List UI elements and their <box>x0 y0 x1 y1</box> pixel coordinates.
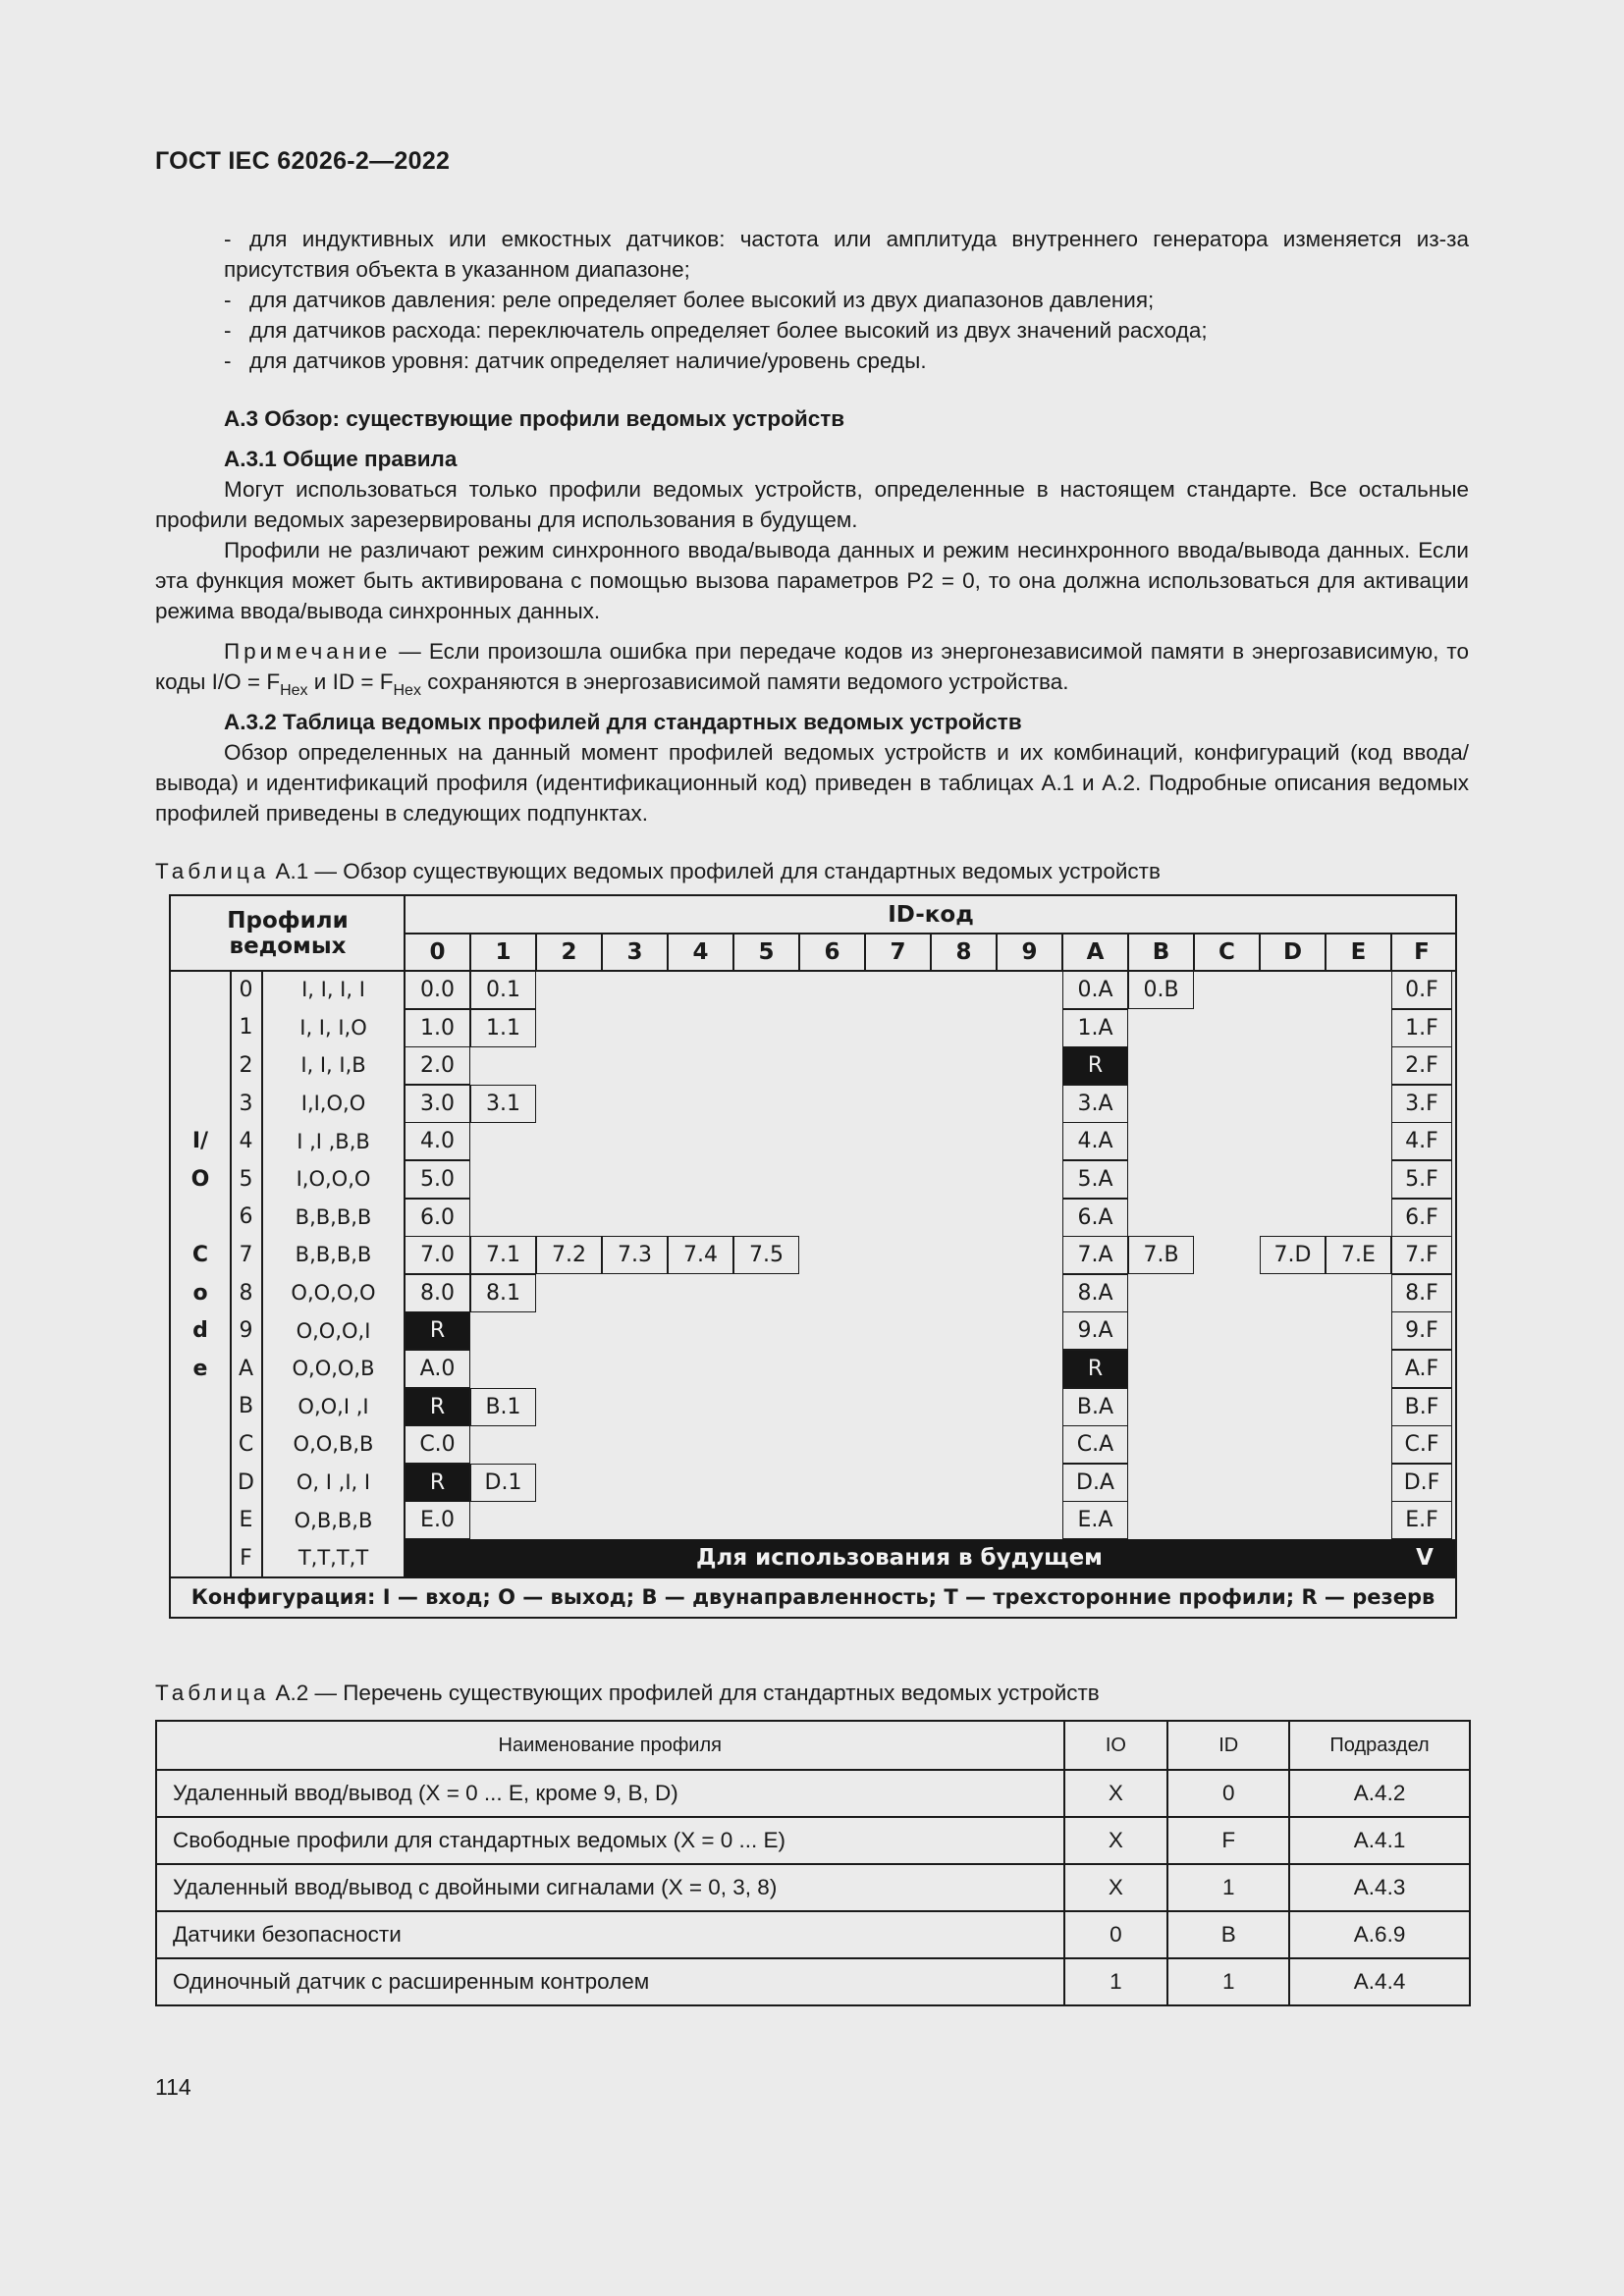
paragraph: Обзор определенных на данный момент профилей ведомых устройств и их комбинаций, конфигураций (код ввода/вывода) и идентификаций профиля (идентификационный код) приведен в таблицах А.1 и А.2. Подробные описания ведомых профилей приведены в следующих подпунктах. <box>155 740 1469 826</box>
profile-cell: D.F <box>1391 1464 1452 1502</box>
profile-name-cell: Одиночный датчик с расширенным контролем <box>156 1958 1064 2005</box>
io-code-1: 1 <box>239 1015 253 1041</box>
profile-cell: 8.F <box>1391 1274 1452 1312</box>
io-configuration: O,O,O,O <box>291 1281 376 1306</box>
table-row <box>156 1911 1470 1958</box>
subsection-heading: А.3.1 Общие правила <box>224 447 458 471</box>
io-code-2: 2 <box>239 1052 253 1078</box>
profile-cell: 3.1 <box>470 1085 536 1123</box>
profile-cell: A.F <box>1391 1350 1452 1388</box>
note: Примечание — Если произошла ошибка при передаче кодов из энергонезависимой памяти в энергозависимую, то коды $I/O = F_{Hex}$ и ID = $F_{Hex}$ сохраняются в энергозависимой памяти ведомого устройства. <box>155 639 1469 699</box>
io-code-0: 0 <box>239 977 253 1002</box>
subsection-cell: А.4.2 <box>1289 1770 1470 1817</box>
id-cell: 1 <box>1167 1864 1289 1911</box>
profile-cell: E.A <box>1062 1501 1128 1539</box>
table-row <box>156 1817 1470 1864</box>
io-code-D: D <box>238 1469 254 1495</box>
id-code-B: B <box>1152 939 1170 965</box>
bullet-item: - для индуктивных или емкостных датчиков: частота или амплитуда внутреннего генератора изменяется из-за присутствия объекта в указанном диапазоне; <box>224 227 1469 282</box>
corner-header: Профили ведомых <box>227 908 349 959</box>
io-code-A: A <box>238 1356 254 1381</box>
bullet-item: - для датчиков давления: реле определяет более высокий из двух диапазонов давления; <box>224 288 1155 312</box>
profile-cell: 6.0 <box>405 1199 470 1237</box>
io-configuration: I, I, I, I <box>301 978 365 1002</box>
profile-cell: A.0 <box>405 1350 470 1388</box>
subsection-heading: А.3.2 Таблица ведомых профилей для стандартных ведомых устройств <box>224 710 1022 734</box>
io-label-letter: o <box>192 1280 208 1306</box>
table-a2-caption: Таблица А.2 — Перечень существующих профилей для стандартных ведомых устройств <box>155 1681 1100 1705</box>
table-a1-caption: Таблица А.1 — Обзор существующих ведомых профилей для стандартных ведомых устройств <box>155 859 1161 883</box>
io-cell: 1 <box>1064 1958 1168 2005</box>
id-code-3: 3 <box>626 939 643 965</box>
profile-cell: 7.F <box>1391 1236 1452 1274</box>
id-code-C: C <box>1218 939 1235 965</box>
column-header: IO <box>1064 1721 1168 1770</box>
io-configuration: I,O,O,O <box>296 1167 371 1192</box>
document-header: ГОСТ IEC 62026-2—2022 <box>155 147 451 175</box>
profile-cell: B.A <box>1062 1388 1128 1426</box>
bullet-item: - для датчиков уровня: датчик определяет наличие/уровень среды. <box>224 348 927 373</box>
io-code-8: 8 <box>239 1280 253 1306</box>
profile-cell: 7.1 <box>470 1236 536 1274</box>
io-configuration: I, I, I,O <box>299 1015 367 1040</box>
id-cell: B <box>1167 1911 1289 1958</box>
profile-cell: 7.B <box>1128 1236 1194 1274</box>
io-code-9: 9 <box>239 1318 253 1344</box>
profile-cell: B.F <box>1391 1388 1452 1426</box>
profile-cell: 1.1 <box>470 1009 536 1047</box>
paragraph: Могут использоваться только профили ведомых устройств, определенные в настоящем стандарте. Все остальные профили ведомых зарезервированы для использования в будущем. <box>155 477 1469 532</box>
profile-cell: 1.0 <box>405 1009 470 1047</box>
io-label-letter: C <box>191 1242 209 1267</box>
io-configuration: T,T,T,T <box>298 1546 369 1571</box>
bullet-item: - для датчиков расхода: переключатель определяет более высокий из двух значений расхода; <box>224 318 1208 343</box>
io-configuration: O,O,O,I <box>296 1318 371 1343</box>
profile-cell: E.F <box>1391 1501 1452 1539</box>
profile-cell: 8.1 <box>470 1274 536 1312</box>
page-number: 114 <box>155 2074 191 2100</box>
profile-cell: 6.F <box>1391 1199 1452 1237</box>
io-code-5: 5 <box>239 1166 253 1192</box>
column-header: Наименование профиля <box>156 1721 1064 1770</box>
io-code-B: B <box>238 1394 254 1419</box>
io-cell: X <box>1064 1770 1168 1817</box>
profile-cell: 5.A <box>1062 1160 1128 1199</box>
profile-cell: C.A <box>1062 1425 1128 1464</box>
subsection-cell: А.4.4 <box>1289 1958 1470 2005</box>
profile-name-cell: Удаленный ввод/вывод с двойными сигналами (X = 0, 3, 8) <box>156 1864 1064 1911</box>
reserved-profile-cell: R <box>405 1311 470 1350</box>
profile-cell: 2.F <box>1391 1046 1452 1085</box>
io-configuration: O,O,O,B <box>292 1357 375 1381</box>
profile-cell: 6.A <box>1062 1199 1128 1237</box>
profile-cell: 4.A <box>1062 1122 1128 1160</box>
profile-cell: 0.A <box>1062 971 1128 1009</box>
io-cell: 0 <box>1064 1911 1168 1958</box>
future-use-band: Для использования в будущем V <box>405 1539 1455 1577</box>
profile-cell: 8.A <box>1062 1274 1128 1312</box>
subsection-cell: А.4.3 <box>1289 1864 1470 1911</box>
profile-cell: 3.A <box>1062 1085 1128 1123</box>
id-code-9: 9 <box>1021 939 1038 965</box>
profile-cell: C.F <box>1391 1425 1452 1464</box>
profile-cell: 7.4 <box>668 1236 733 1274</box>
profile-cell: 5.F <box>1391 1160 1452 1199</box>
column-header: Подраздел <box>1289 1721 1470 1770</box>
io-configuration: O,B,B,B <box>294 1508 373 1532</box>
section-heading: А.3 Обзор: существующие профили ведомых устройств <box>224 406 845 431</box>
io-configuration: O,O,I ,I <box>298 1394 369 1418</box>
id-code-F: F <box>1414 939 1430 965</box>
reserved-profile-cell: R <box>405 1464 470 1502</box>
id-code-1: 1 <box>495 939 512 965</box>
id-code-2: 2 <box>561 939 577 965</box>
profile-cell: 2.0 <box>405 1046 470 1085</box>
io-code-F: F <box>240 1545 252 1571</box>
io-configuration: B,B,B,B <box>295 1204 372 1229</box>
id-cell: 1 <box>1167 1958 1289 2005</box>
profile-cell: 1.A <box>1062 1009 1128 1047</box>
io-label-letter: d <box>192 1318 208 1344</box>
profile-name-cell: Свободные профили для стандартных ведомых (X = 0 ... E) <box>156 1817 1064 1864</box>
io-configuration: I,I,O,O <box>300 1092 366 1116</box>
id-code-4: 4 <box>692 939 709 965</box>
id-code-5: 5 <box>758 939 775 965</box>
id-code-E: E <box>1350 939 1367 965</box>
table-row <box>156 1864 1470 1911</box>
profile-cell: C.0 <box>405 1425 470 1464</box>
subsection-cell: А.4.1 <box>1289 1817 1470 1864</box>
profile-cell: 7.D <box>1260 1236 1326 1274</box>
profile-cell: 7.5 <box>733 1236 799 1274</box>
io-configuration: O,O,B,B <box>293 1432 374 1457</box>
io-code-E: E <box>239 1508 253 1533</box>
id-code-6: 6 <box>824 939 840 965</box>
io-cell: X <box>1064 1864 1168 1911</box>
id-code-A: A <box>1086 939 1105 965</box>
id-code-0: 0 <box>429 939 446 965</box>
profile-cell: 3.0 <box>405 1085 470 1123</box>
id-code-7: 7 <box>890 939 906 965</box>
profile-name-cell: Удаленный ввод/вывод (X = 0 ... E, кроме 9, B, D) <box>156 1770 1064 1817</box>
id-code-header: ID-код <box>888 902 974 928</box>
subsection-cell: А.6.9 <box>1289 1911 1470 1958</box>
table-header-row <box>156 1721 1470 1770</box>
table-a2-profiles-list <box>155 1720 1471 2006</box>
profile-cell: 0.F <box>1391 971 1452 1009</box>
profile-cell: 7.E <box>1326 1236 1391 1274</box>
profile-name-cell: Датчики безопасности <box>156 1911 1064 1958</box>
profile-cell: 5.0 <box>405 1160 470 1199</box>
id-code-8: 8 <box>955 939 972 965</box>
io-code-7: 7 <box>239 1242 253 1267</box>
profile-cell: E.0 <box>405 1501 470 1539</box>
paragraph: Профили не различают режим синхронного ввода/вывода данных и режим несинхронного ввода/вывода данных. Если эта функция может быть активирована с помощью вызова параметров Р2 = 0, то она должна использоваться для активации режима ввода/вывода синхронных данных. <box>155 538 1469 623</box>
table-row <box>156 1770 1470 1817</box>
io-configuration: I, I, I,B <box>300 1053 366 1078</box>
profile-cell: 7.0 <box>405 1236 470 1274</box>
io-cell: X <box>1064 1817 1168 1864</box>
configuration-legend: Конфигурация: I — вход; O — выход; B — двунаправленность; T — трехсторонние профили; R — резерв <box>190 1584 1435 1609</box>
id-cell: F <box>1167 1817 1289 1864</box>
id-cell: 0 <box>1167 1770 1289 1817</box>
reserved-profile-cell: R <box>405 1388 470 1426</box>
profile-cell: 9.A <box>1062 1311 1128 1350</box>
profile-cell: D.1 <box>470 1464 536 1502</box>
table-a1-profiles-grid <box>169 894 1457 1619</box>
profile-cell: 0.1 <box>470 971 536 1009</box>
io-code-6: 6 <box>239 1204 253 1230</box>
io-label-letter: e <box>192 1356 208 1381</box>
profile-cell: 4.0 <box>405 1122 470 1160</box>
profile-cell: 3.F <box>1391 1085 1452 1123</box>
io-configuration: O, I ,I, I <box>296 1470 371 1495</box>
io-code-4: 4 <box>239 1129 253 1154</box>
profile-cell: 7.A <box>1062 1236 1128 1274</box>
profile-cell: 7.2 <box>536 1236 602 1274</box>
profile-cell: 4.F <box>1391 1122 1452 1160</box>
id-code-D: D <box>1282 939 1303 965</box>
profile-cell: B.1 <box>470 1388 536 1426</box>
reserved-profile-cell: R <box>1062 1350 1128 1388</box>
io-code-C: C <box>238 1431 254 1457</box>
profile-cell: 0.0 <box>405 971 470 1009</box>
column-header: ID <box>1167 1721 1289 1770</box>
table-row <box>156 1958 1470 2005</box>
profile-cell: 7.3 <box>602 1236 668 1274</box>
profile-cell: 8.0 <box>405 1274 470 1312</box>
profile-cell: 1.F <box>1391 1009 1452 1047</box>
io-configuration: I ,I ,B,B <box>297 1129 370 1153</box>
profile-cell: D.A <box>1062 1464 1128 1502</box>
reserved-profile-cell: R <box>1062 1046 1128 1085</box>
io-code-3: 3 <box>239 1091 253 1116</box>
io-label-letter: I/ <box>191 1129 209 1154</box>
profile-cell: 0.B <box>1128 971 1194 1009</box>
io-label-letter: O <box>190 1166 210 1192</box>
io-configuration: B,B,B,B <box>295 1243 372 1267</box>
profile-cell: 9.F <box>1391 1311 1452 1350</box>
body-text <box>155 224 1469 828</box>
